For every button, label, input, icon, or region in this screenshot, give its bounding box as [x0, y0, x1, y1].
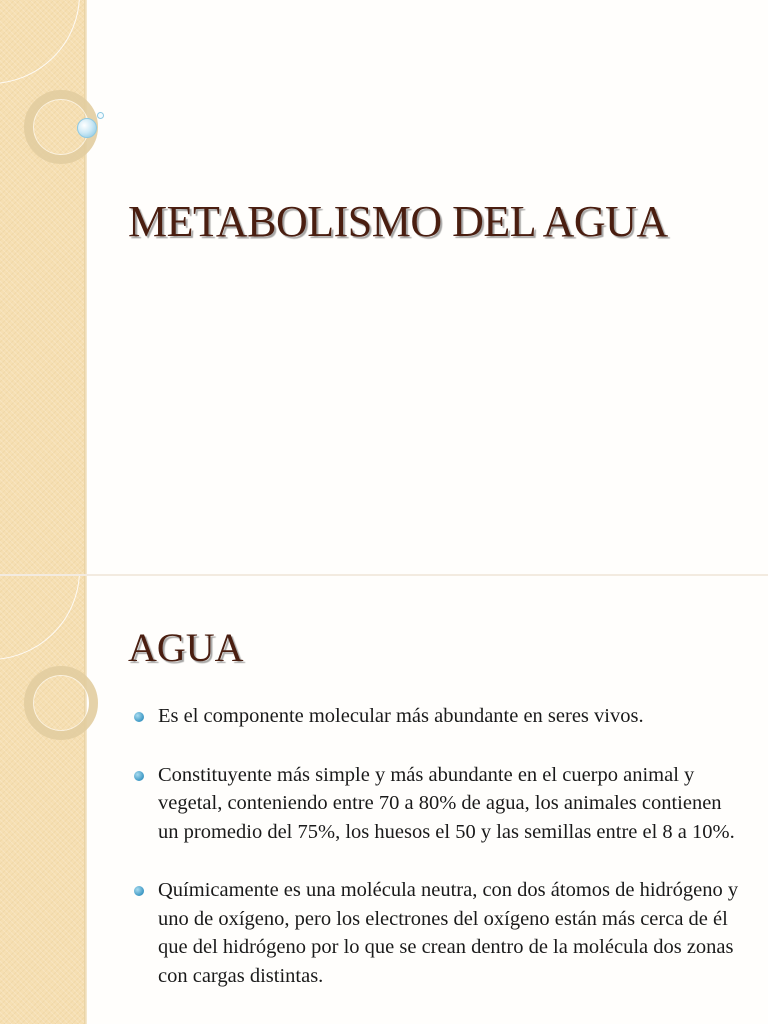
side-band-edge	[84, 0, 87, 576]
small-bubble-icon	[97, 112, 104, 119]
bullet-text: Químicamente es una molécula neutra, con dos átomos de hidrógeno y uno de oxígeno, pero los electrones del oxígeno están más cerca de él que del hidrógeno por lo que se crean dentro de la molécula dos zonas con cargas distintas.	[158, 879, 739, 987]
bullet-text: Constituyente más simple y más abundante en el cuerpo animal y vegetal, conteniendo entre 70 a 80% de agua, los animales contienen un promedio del 75%, los huesos el 50 y las semillas entre el 8 a 10%.	[158, 763, 735, 843]
bullet-dot-icon	[134, 712, 144, 722]
bullet-text: Es el componente molecular más abundante en seres vivos.	[158, 705, 644, 727]
slide-heading: AGUA	[128, 625, 244, 670]
side-texture-band	[0, 0, 84, 576]
bullet-item	[132, 761, 742, 847]
slide-title-text: METABOLISMO DEL AGUA	[128, 197, 668, 246]
bullet-list	[132, 702, 742, 1020]
bullet-item	[132, 876, 742, 990]
side-band-edge	[84, 576, 87, 1024]
slide-agua	[0, 576, 768, 1024]
water-bubble-icon	[77, 118, 97, 138]
bullet-item	[132, 702, 742, 731]
bullet-dot-icon	[134, 771, 144, 781]
decorative-ring-icon	[24, 666, 98, 740]
bullet-dot-icon	[134, 886, 144, 896]
